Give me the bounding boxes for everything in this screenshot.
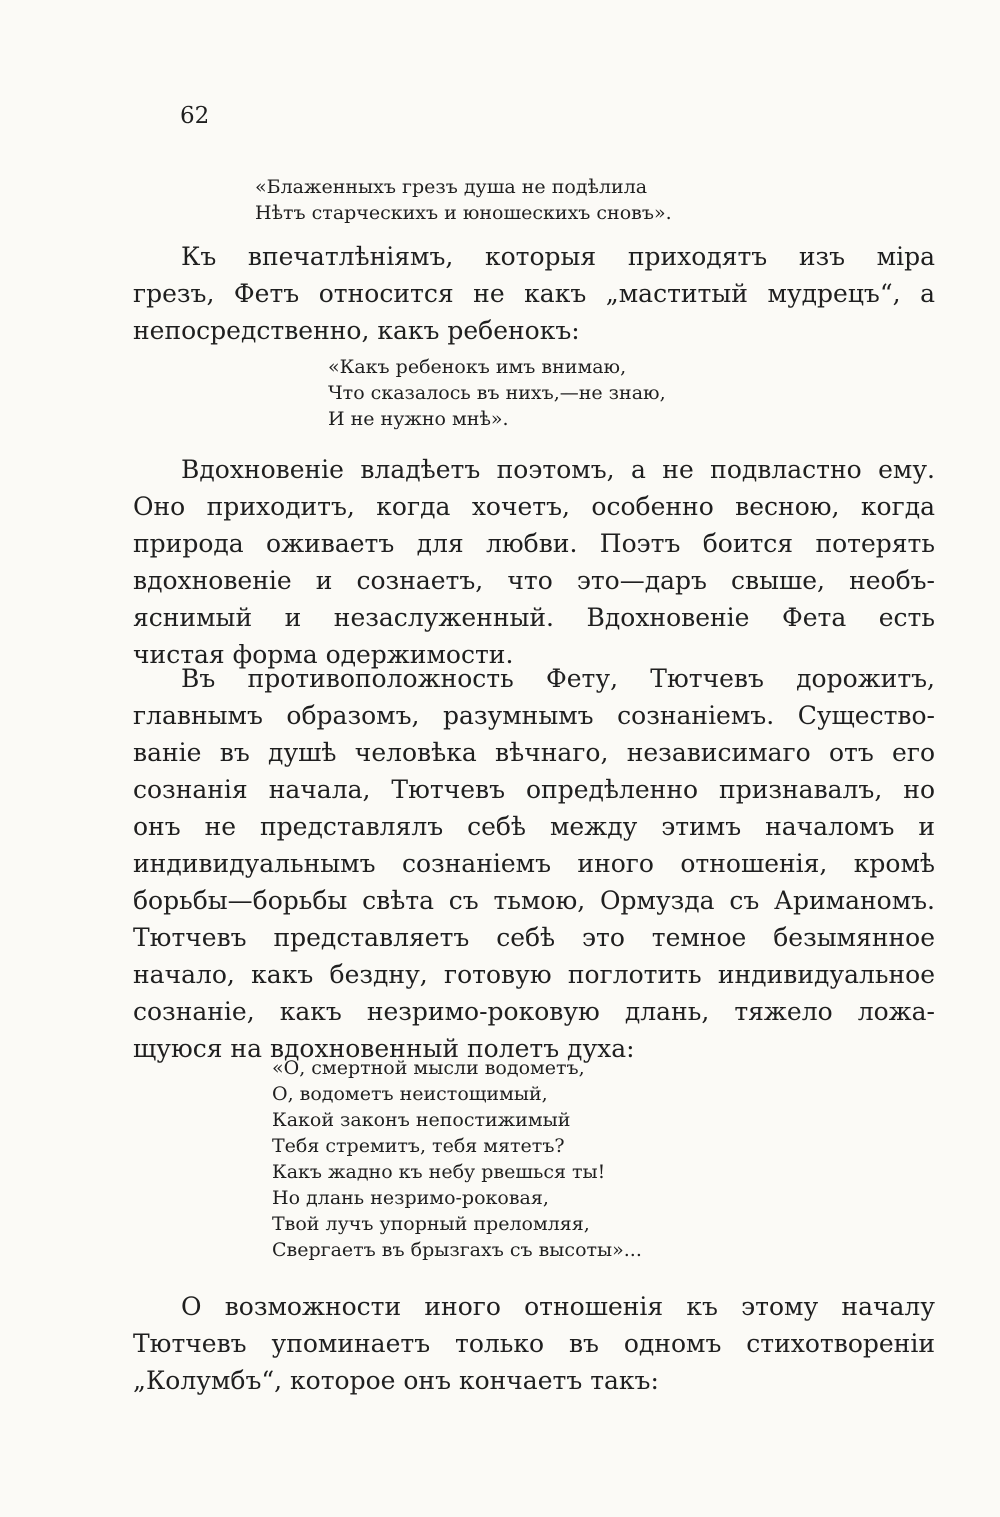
verse-line: Какой законъ непостижимый — [272, 1109, 571, 1131]
text-line: природа оживаетъ для любви. Поэтъ боится потерять — [133, 529, 935, 558]
text-line: сознанія начала, Тютчевъ опредѣленно признавалъ, но — [133, 775, 935, 804]
text-line: Вдохновеніе владѣетъ поэтомъ, а не подвластно ему. — [181, 455, 935, 484]
text-line: онъ не представлялъ себѣ между этимъ началомъ и — [133, 812, 935, 841]
verse-line: Но длань незримо-роковая, — [272, 1187, 549, 1209]
paragraph-fet-impressions — [133, 238, 935, 349]
text-line: грезъ, Фетъ относится не какъ „маститый мудрецъ“, а — [133, 279, 935, 308]
text-line: сознаніе, какъ незримо-роковую длань, тяжело ложа- — [133, 997, 935, 1026]
paragraph-columbus — [133, 1288, 935, 1399]
text-line: Тютчевъ представляетъ себѣ это темное безымянное — [133, 923, 935, 952]
verse-line: И не нужно мнѣ». — [328, 408, 509, 430]
text-line: вдохновеніе и сознаетъ, что это—даръ свыше, необъ- — [133, 566, 935, 595]
verse-line: Какъ жадно къ небу рвешься ты! — [272, 1161, 606, 1183]
quote-tyutchev-fountain — [272, 1055, 642, 1263]
verse-line: Свергаетъ въ брызгахъ съ высоты»... — [272, 1239, 642, 1261]
quote-fet-child — [328, 354, 666, 432]
text-line: Оно приходитъ, когда хочетъ, особенно весною, когда — [133, 492, 935, 521]
verse-line: «Блаженныхъ грезъ душа не подѣлила — [255, 176, 648, 198]
text-line: индивидуальнымъ сознаніемъ иного отношенія, кромѣ — [133, 849, 935, 878]
text-line: щуюся на вдохновенный полетъ духа: — [133, 1034, 635, 1063]
verse-line: «О, смертной мысли водометъ, — [272, 1057, 585, 1079]
text-line: Къ впечатлѣніямъ, которыя приходятъ изъ міра — [181, 242, 935, 271]
verse-line: Что сказалось въ нихъ,—не знаю, — [328, 382, 666, 404]
verse-line: «Какъ ребенокъ имъ внимаю, — [328, 356, 627, 378]
verse-line: Нѣтъ старческихъ и юношескихъ сновъ». — [255, 202, 672, 224]
verse-line: Тебя стремитъ, тебя мятетъ? — [272, 1135, 565, 1157]
text-line: начало, какъ бездну, готовую поглотить индивидуальное — [133, 960, 935, 989]
text-line: „Колумбъ“, которое онъ кончаетъ такъ: — [133, 1366, 659, 1395]
text-line: Тютчевъ упоминаетъ только въ одномъ стихотвореніи — [133, 1329, 935, 1358]
text-line: главнымъ образомъ, разумнымъ сознаніемъ. Существо- — [133, 701, 935, 730]
text-line: непосредственно, какъ ребенокъ: — [133, 316, 580, 345]
paragraph-tyutchev — [133, 660, 935, 1067]
text-line: ваніе въ душѣ человѣка вѣчнаго, независимаго отъ его — [133, 738, 935, 767]
text-line: яснимый и незаслуженный. Вдохновеніе Фета есть — [133, 603, 935, 632]
text-line: Въ противоположность Фету, Тютчевъ дорожитъ, — [181, 664, 935, 693]
text-line: чистая форма одержимости. — [133, 640, 514, 669]
verse-line: О, водометъ неистощимый, — [272, 1083, 548, 1105]
text-line: борьбы—борьбы свѣта съ тьмою, Ормузда съ Ариманомъ. — [133, 886, 935, 915]
text-line: О возможности иного отношенія къ этому началу — [181, 1292, 935, 1321]
page-number: 62 — [180, 103, 210, 129]
paragraph-inspiration — [133, 451, 935, 673]
verse-line: Твой лучъ упорный преломляя, — [272, 1213, 590, 1235]
quote-fet-dreams — [255, 174, 672, 226]
